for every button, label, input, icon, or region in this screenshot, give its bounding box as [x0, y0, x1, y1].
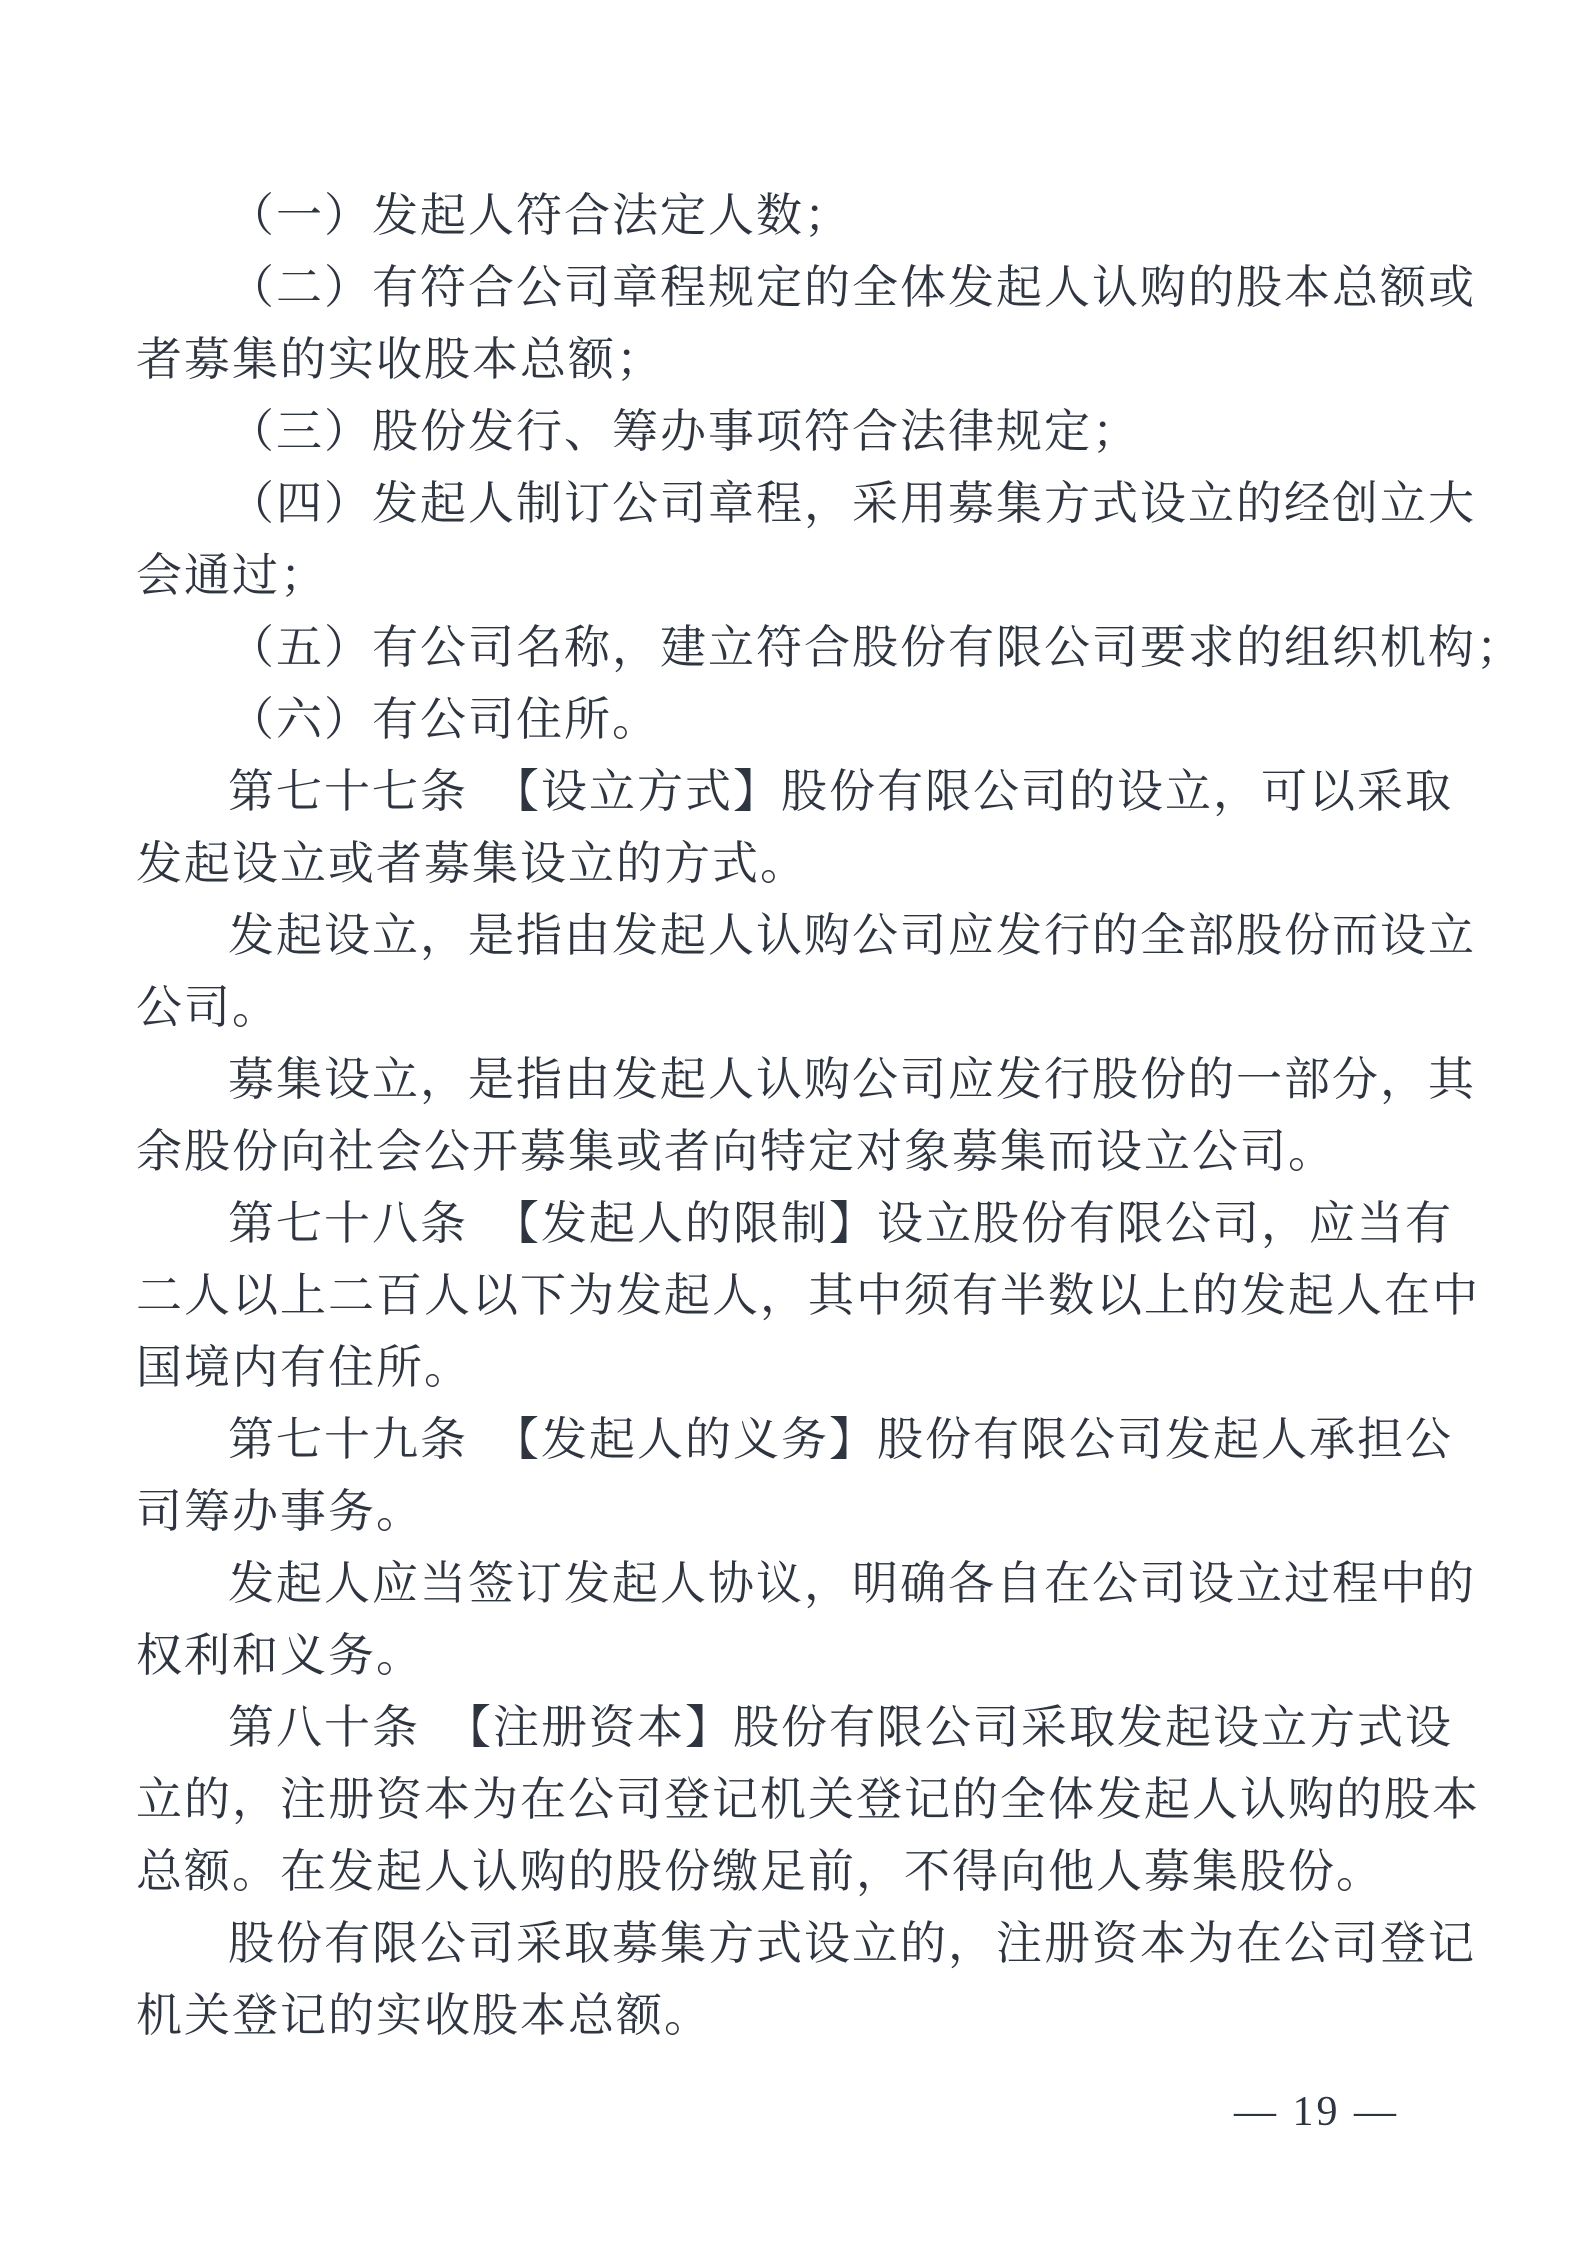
text-line: （六）有公司住所。 — [228, 694, 660, 745]
text-line: （五）有公司名称，建立符合股份有限公司要求的组织机构； — [228, 622, 1524, 673]
text-line-article-78: 第七十八条 【发起人的限制】设立股份有限公司，应当有 — [228, 1198, 1453, 1249]
text-line: 发起人应当签订发起人协议，明确各自在公司设立过程中的 — [228, 1558, 1476, 1609]
text-line: 公司。 — [136, 982, 280, 1033]
document-body — [136, 180, 1524, 2052]
text-line: 发起设立，是指由发起人认购公司应发行的全部股份而设立 — [228, 910, 1476, 961]
text-line-article-77: 第七十七条 【设立方式】股份有限公司的设立，可以采取 — [228, 766, 1453, 817]
text-line-article-79: 第七十九条 【发起人的义务】股份有限公司发起人承担公 — [228, 1414, 1453, 1465]
text-line: 余股份向社会公开募集或者向特定对象募集而设立公司。 — [136, 1126, 1336, 1177]
text-line: 司筹办事务。 — [136, 1486, 424, 1537]
text-line: 发起设立或者募集设立的方式。 — [136, 838, 808, 889]
text-line: 股份有限公司采取募集方式设立的，注册资本为在公司登记 — [228, 1918, 1476, 1969]
text-line: （四）发起人制订公司章程，采用募集方式设立的经创立大 — [228, 478, 1476, 529]
text-line: （一）发起人符合法定人数； — [228, 190, 852, 241]
page-number: — 19 — — [1234, 2089, 1399, 2135]
text-line: 权利和义务。 — [136, 1630, 424, 1681]
text-line: 总额。在发起人认购的股份缴足前，不得向他人募集股份。 — [136, 1846, 1384, 1897]
text-line: 立的，注册资本为在公司登记机关登记的全体发起人认购的股本 — [136, 1774, 1480, 1825]
text-line: 机关登记的实收股本总额。 — [136, 1990, 712, 2041]
text-line: 募集设立，是指由发起人认购公司应发行股份的一部分，其 — [228, 1054, 1476, 1105]
text-line: 国境内有住所。 — [136, 1342, 472, 1393]
text-line: 者募集的实收股本总额； — [136, 334, 664, 385]
text-line: 会通过； — [136, 550, 328, 601]
text-line: （三）股份发行、筹办事项符合法律规定； — [228, 406, 1140, 457]
text-line: （二）有符合公司章程规定的全体发起人认购的股本总额或 — [228, 262, 1476, 313]
text-line-article-80: 第八十条 【注册资本】股份有限公司采取发起设立方式设 — [228, 1702, 1453, 1753]
text-line: 二人以上二百人以下为发起人，其中须有半数以上的发起人在中 — [136, 1270, 1480, 1321]
